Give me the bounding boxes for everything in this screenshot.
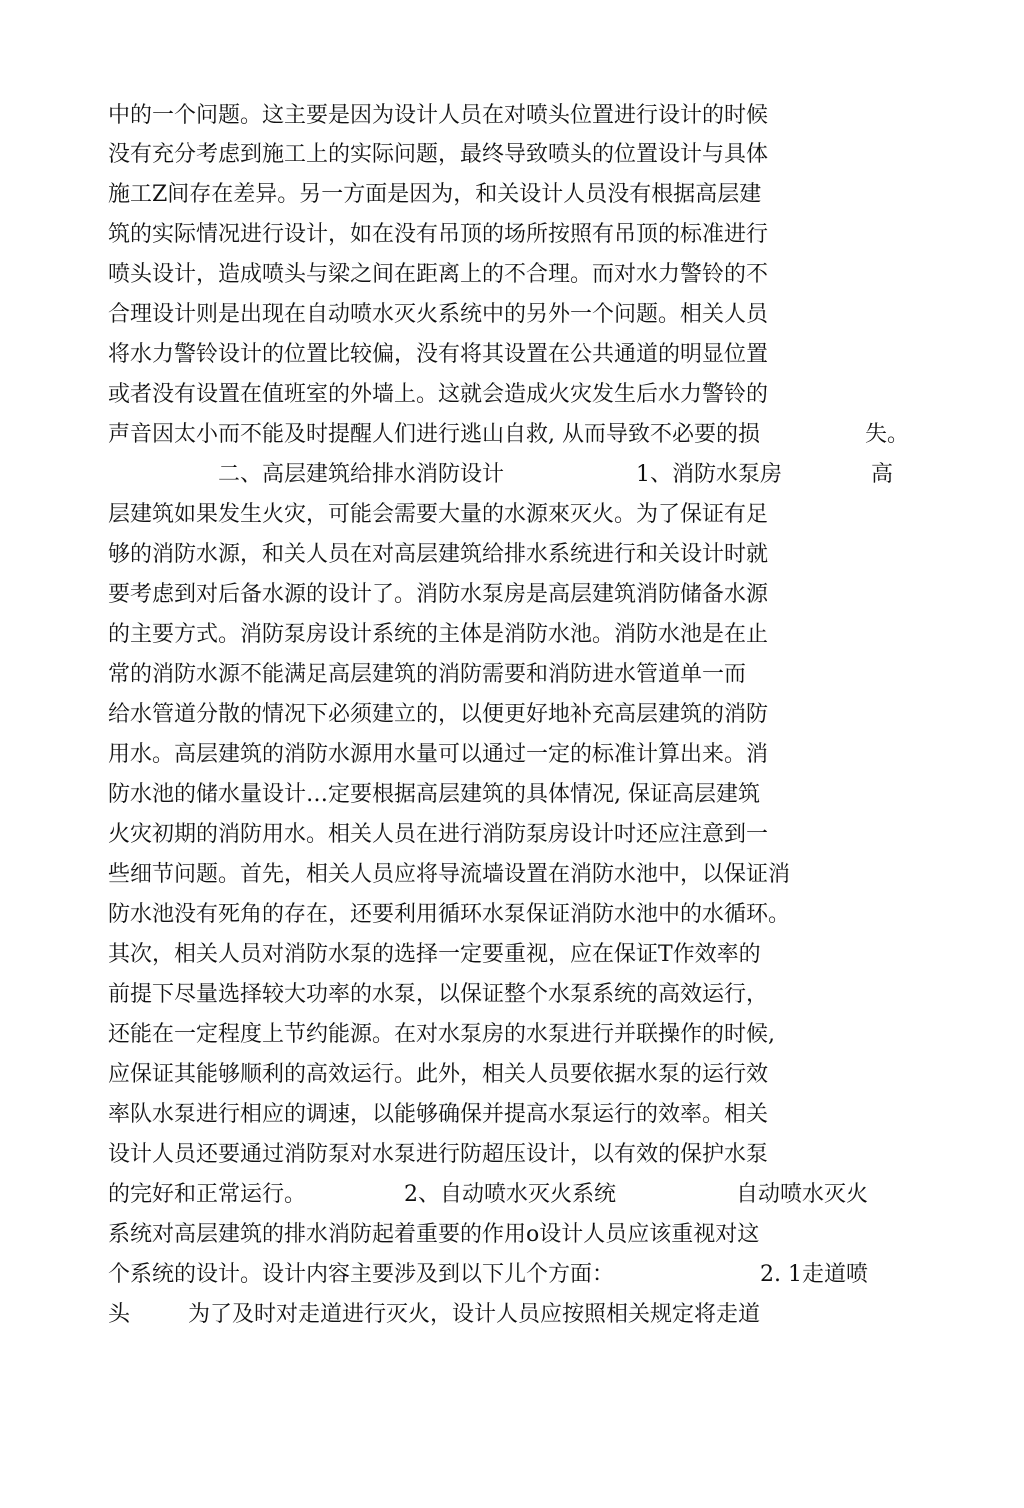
text-line: 前提下尽量选择较大功率的水泵，以保证整个水泵系统的高效运行， (108, 982, 769, 1007)
text-line: 火灾初期的消防用水。相关人员在进行消防泵房设计吋还应注意到一 (108, 822, 769, 847)
text-line: 中的一个问题。这主要是因为设计人员在对喷头位置进行设计的时候 (108, 103, 769, 128)
text-line: 没有充分考虑到施工上的实际问题，最终导致喷头的位置设计与具体 (108, 142, 769, 167)
paragraph-start: 自动喷水灭火 (736, 1182, 869, 1207)
subsection-heading: 1、消防水泵房 (636, 462, 782, 487)
text-line: 应保证其能够顺利的高效运行。此外，相关人员要依据水泵的运行效 (108, 1062, 769, 1087)
paragraph-start: 高 (871, 462, 894, 487)
text-line: 率队水泵进行相应的调速，以能够确保并提高水泵运行的效率。相关 (108, 1102, 769, 1127)
text-segment: 为了及时对走道进行灭火，设计人员应按照相关规定将走道 (188, 1302, 761, 1327)
text-line: 要考虑到对后备水源的设计了。消防水泵房是高层建筑消防储备水源 (108, 582, 769, 607)
text-line: 施工Z间存在差异。另一方面是因为，和关设计人员没有根据高层建 (108, 182, 762, 207)
text-segment: 头 (108, 1302, 131, 1327)
text-line: 筑的实际情况进行设计，如在没有吊顶的场所按照有吊顶的标准进行 (108, 222, 769, 247)
text-line: 层建筑如果发生火灾，可能会需要大量的水源來灭火。为了保证有足 (108, 502, 769, 527)
text-segment: 声音因太小而不能及时提醒人们进行逃山自救, 从而导致不必要的损 (108, 422, 760, 447)
text-line: 够的消防水源，和关人员在对高层建筑给排水系统进行和关设计时就 (108, 542, 769, 567)
section-heading: 二、高层建筑给排水消防设计 (218, 462, 505, 487)
text-line: 给水管道分散的情况下必须建立的，以便更好地补充高层建筑的消防 (108, 702, 769, 727)
text-line: 喷头设计，造成喷头与梁之间在距离上的不合理。而对水力警铃的不 (108, 262, 769, 287)
subsection-heading: 2、自动喷水灭火系统 (404, 1182, 616, 1207)
text-line: 常的消防水源不能满足高层建筑的消防需要和消防进水管道单一而 (108, 662, 747, 687)
text-line: 或者没有设置在值班室的外墙上。这就会造成火灾发生后水力警铃的 (108, 382, 769, 407)
text-line: 用水。高层建筑的消防水源用水量可以通过一定的标准计算出来。消 (108, 742, 769, 767)
text-segment: 的完好和正常运行。 (108, 1182, 307, 1207)
text-line: 些细节问题。首先，相关人员应将导流墙设置在消防水池中，以保证消 (108, 862, 791, 887)
text-line: 的主要方式。消防泵房设计系统的主体是消防水池。消防水池是在止 (108, 622, 769, 647)
subsection-heading: 2. 1走道喷 (760, 1262, 868, 1287)
text-line: 还能在一定程度上节约能源。在对水泵房的水泵进行并联操作的时候, (108, 1022, 775, 1047)
text-line: 防水池的储水量设计…定要根据高层建筑的具体情况, 保证高层建筑 (108, 782, 760, 807)
text-line: 合理设计则是出现在自动喷水灭火系统中的另外一个问题。相关人员 (108, 302, 769, 327)
text-line: 其次，相关人员对消防水泵的选择一定要重视，应在保证T作效率的 (108, 942, 761, 967)
text-line: 系统对高层建筑的排水消防起着重要的作用o设计人员应该重视对这 (108, 1222, 760, 1247)
text-segment: 个系统的设计。设计内容主要涉及到以下儿个方面： (108, 1262, 615, 1287)
text-line: 防水池没有死角的存在，还要利用循环水泵保证消防水池中的水循环。 (108, 902, 791, 927)
text-line: 设计人员还要通过消防泵对水泵进行防超压设计，以有效的保护水泵 (108, 1142, 769, 1167)
text-line: 将水力警铃设计的位置比较偏，没有将其设置在公共通道的明显位置 (108, 342, 769, 367)
text-segment-tail: 失。 (865, 422, 910, 447)
